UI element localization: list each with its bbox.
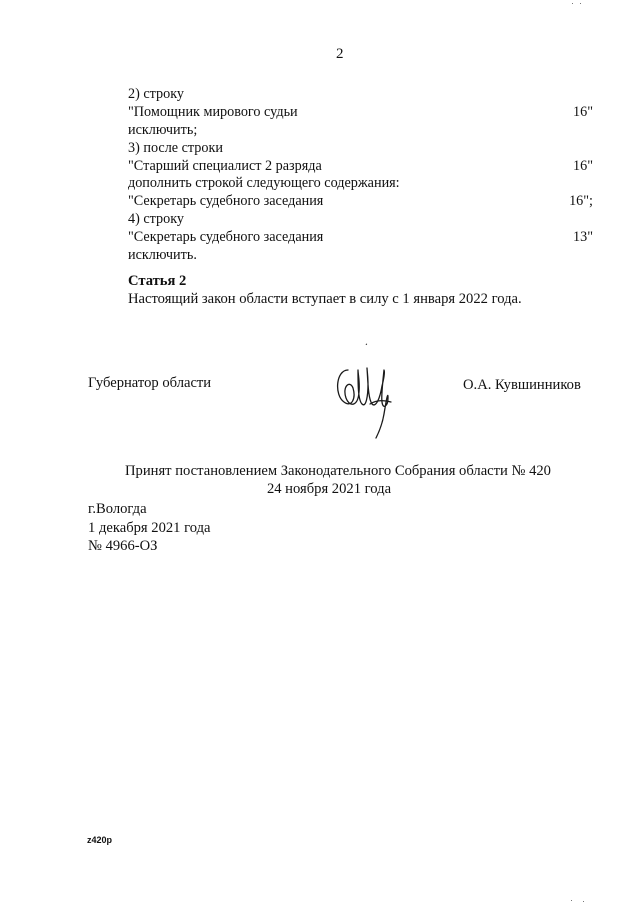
amendment-number: 13"	[573, 229, 593, 246]
signing-date: 1 декабря 2021 года	[88, 519, 211, 536]
adoption-line: Принят постановлением Законодательного Собрания области № 420	[125, 463, 551, 479]
article-text: Настоящий закон области вступает в силу с 1 января 2022 года.	[128, 291, 522, 307]
handwritten-signature	[328, 340, 398, 440]
amendment-text: "Секретарь судебного заседания	[128, 193, 324, 210]
governor-title: Губернатор области	[88, 375, 212, 391]
adoption-note	[0, 462, 640, 498]
amendment-text: "Старший специалист 2 разряда	[128, 157, 322, 174]
article-2	[128, 272, 522, 308]
scan-speck	[571, 900, 572, 901]
amendment-text: "Помощник мирового судьи	[128, 103, 298, 120]
amendment-line	[128, 193, 593, 211]
scan-speck	[583, 901, 584, 902]
amendment-line	[128, 86, 593, 104]
amendment-line	[128, 158, 593, 176]
amendment-text: дополнить строкой следующего содержания:	[128, 175, 400, 192]
law-number: № 4966-ОЗ	[88, 538, 158, 554]
amendment-number: 16";	[569, 193, 593, 210]
amendment-line	[128, 104, 593, 122]
article-heading: Статья 2	[128, 273, 187, 289]
page-number: 2	[336, 46, 344, 62]
amendment-line	[128, 175, 593, 193]
amendment-line	[128, 247, 593, 265]
scan-speck	[572, 3, 573, 4]
amendment-line	[128, 122, 593, 140]
amendment-text: исключить;	[128, 121, 198, 138]
city: г.Вологда	[88, 501, 147, 517]
adoption-date: 24 ноября 2021 года	[266, 481, 392, 497]
amendment-line	[128, 140, 593, 158]
amendments-list	[128, 86, 593, 265]
document-code: z420p	[87, 835, 113, 845]
amendment-text: "Секретарь судебного заседания	[128, 229, 324, 246]
amendment-number: 16"	[573, 103, 593, 120]
amendment-line	[128, 229, 593, 247]
place-and-date	[88, 500, 211, 556]
amendment-text: исключить.	[128, 247, 197, 264]
scan-speck	[580, 3, 581, 4]
amendment-text: 2) строку	[128, 86, 185, 102]
amendment-line	[128, 211, 593, 229]
amendment-number: 16"	[573, 157, 593, 174]
amendment-text: 4) строку	[128, 211, 185, 228]
amendment-text: 3) после строки	[128, 139, 223, 156]
governor-name: О.А. Кувшинников	[463, 377, 581, 393]
